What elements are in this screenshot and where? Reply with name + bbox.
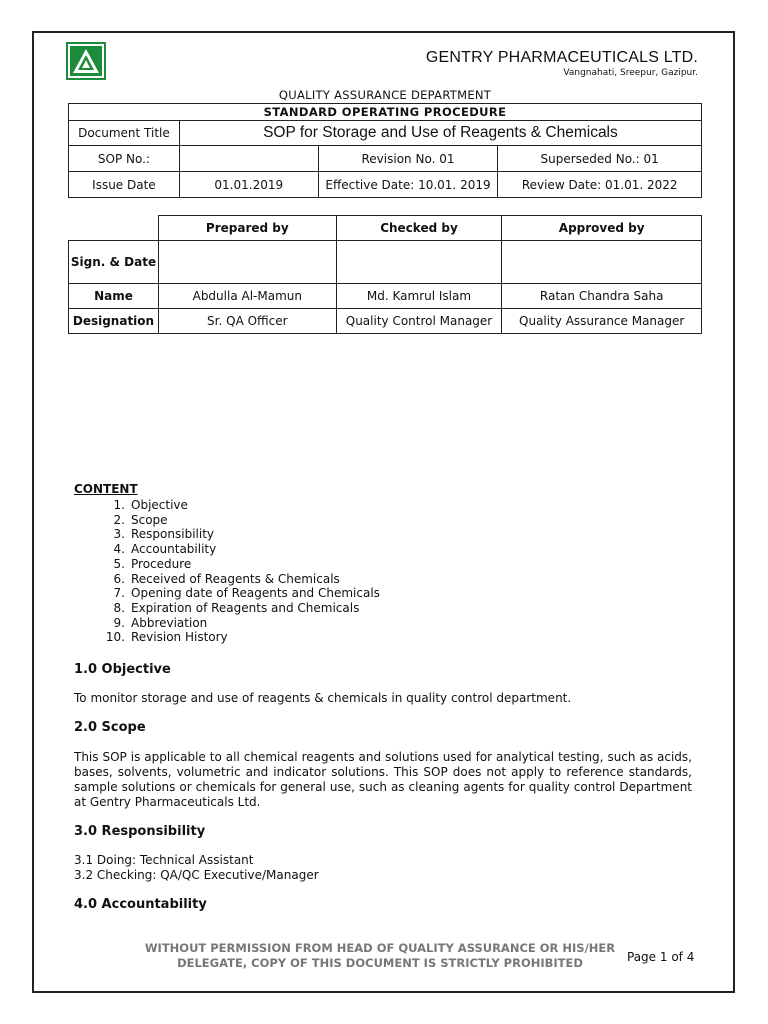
checked-designation: Quality Control Manager bbox=[336, 308, 502, 333]
checked-signature-cell bbox=[336, 240, 502, 283]
prepared-designation: Sr. QA Officer bbox=[158, 308, 336, 333]
list-item bbox=[74, 527, 694, 542]
accountability-heading: 4.0 Accountability bbox=[74, 897, 207, 912]
designation-label: Designation bbox=[69, 308, 159, 333]
list-item-number: 9. bbox=[113, 615, 125, 630]
list-item-text: Procedure bbox=[131, 556, 192, 571]
sign-date-label: Sign. & Date bbox=[69, 240, 159, 283]
list-item-text: Abbreviation bbox=[131, 615, 208, 630]
list-item-text: Revision History bbox=[131, 630, 228, 645]
prepared-signature-cell bbox=[158, 240, 336, 283]
list-item-text: Expiration of Reagents and Chemicals bbox=[131, 600, 360, 615]
list-item bbox=[74, 630, 694, 645]
issue-date-value: 01.01.2019 bbox=[179, 172, 318, 198]
sop-no-value bbox=[179, 146, 318, 172]
prepared-name: Abdulla Al-Mamun bbox=[158, 283, 336, 308]
responsibility-line-2: 3.2 Checking: QA/QC Executive/Manager bbox=[74, 868, 319, 882]
list-item-text: Objective bbox=[131, 498, 188, 512]
revision-no: Revision No. 01 bbox=[318, 146, 498, 172]
list-item bbox=[74, 513, 694, 528]
superseded-no: Superseded No.: 01 bbox=[498, 146, 702, 172]
list-item-text: Opening date of Reagents and Chemicals bbox=[131, 586, 380, 601]
list-item-text: Responsibility bbox=[131, 527, 215, 542]
list-item-text: Received of Reagents & Chemicals bbox=[131, 571, 340, 586]
responsibility-line-1: 3.1 Doing: Technical Assistant bbox=[74, 853, 254, 867]
list-item-number: 6. bbox=[113, 571, 125, 586]
list-item-number: 7. bbox=[113, 586, 125, 601]
objective-heading: 1.0 Objective bbox=[74, 662, 171, 677]
approval-table bbox=[68, 215, 702, 334]
issue-date-label: Issue Date bbox=[69, 172, 180, 198]
checked-by-header: Checked by bbox=[336, 216, 502, 241]
blank-corner bbox=[69, 216, 159, 241]
list-item bbox=[74, 601, 694, 616]
approved-by-header: Approved by bbox=[502, 216, 702, 241]
list-item-number: 5. bbox=[113, 556, 125, 571]
list-item bbox=[74, 557, 694, 572]
list-item bbox=[74, 586, 694, 601]
list-item bbox=[74, 498, 694, 513]
list-item-number: 3. bbox=[113, 527, 125, 542]
list-item-number: 4. bbox=[113, 542, 125, 557]
name-label: Name bbox=[69, 283, 159, 308]
sop-no-label: SOP No.: bbox=[69, 146, 180, 172]
objective-text: To monitor storage and use of reagents & chemicals in quality control department. bbox=[74, 691, 572, 705]
list-item-number: 8. bbox=[113, 600, 125, 615]
list-item-number: 2. bbox=[113, 512, 125, 527]
review-date: Review Date: 01.01. 2022 bbox=[498, 172, 702, 198]
list-item bbox=[74, 572, 694, 587]
effective-date: Effective Date: 10.01. 2019 bbox=[318, 172, 498, 198]
checked-name: Md. Kamrul Islam bbox=[336, 283, 502, 308]
company-logo bbox=[66, 42, 106, 80]
table-of-contents bbox=[74, 482, 694, 645]
responsibility-heading: 3.0 Responsibility bbox=[74, 824, 206, 839]
footer-note-line-1: WITHOUT PERMISSION FROM HEAD OF QUALITY ASSURANCE OR HIS/HER bbox=[144, 941, 616, 955]
content-list bbox=[74, 498, 694, 645]
list-item-number: 10. bbox=[105, 630, 125, 645]
company-name: GENTRY PHARMACEUTICALS LTD. bbox=[425, 49, 698, 66]
approved-signature-cell bbox=[502, 240, 702, 283]
approved-name: Ratan Chandra Saha bbox=[502, 283, 702, 308]
document-title-label: Document Title bbox=[69, 121, 180, 146]
list-item bbox=[74, 616, 694, 631]
content-title: CONTENT bbox=[74, 482, 138, 496]
scope-heading: 2.0 Scope bbox=[74, 720, 146, 735]
list-item-text: Accountability bbox=[131, 542, 217, 557]
copy-restriction-note bbox=[140, 941, 620, 971]
company-address: Vangnahati, Sreepur, Gazipur. bbox=[563, 68, 698, 78]
document-title-value: SOP for Storage and Use of Reagents & Chemicals bbox=[179, 121, 701, 146]
footer-note-line-2: DELEGATE, COPY OF THIS DOCUMENT IS STRICTLY PROHIBITED bbox=[177, 956, 583, 970]
department-title: QUALITY ASSURANCE DEPARTMENT bbox=[278, 88, 492, 102]
prepared-by-header: Prepared by bbox=[158, 216, 336, 241]
page-number: Page 1 of 4 bbox=[627, 950, 695, 964]
document-control-table bbox=[68, 103, 702, 198]
list-item-number: 1. bbox=[113, 498, 125, 512]
list-item bbox=[74, 542, 694, 557]
list-item-text: Scope bbox=[131, 512, 168, 527]
approved-designation: Quality Assurance Manager bbox=[502, 308, 702, 333]
sop-heading: STANDARD OPERATING PROCEDURE bbox=[69, 104, 702, 121]
scope-text: This SOP is applicable to all chemical reagents and solutions used for analytical testing, such as acids, bases, solvents, volumetric and indicator solutions. This SOP does not apply to reference standards, sample solutions or chemicals for general use, such as cleaning agents for quality control Department at Gentry Pharmaceuticals Ltd. bbox=[74, 750, 692, 809]
company-header bbox=[426, 49, 698, 78]
